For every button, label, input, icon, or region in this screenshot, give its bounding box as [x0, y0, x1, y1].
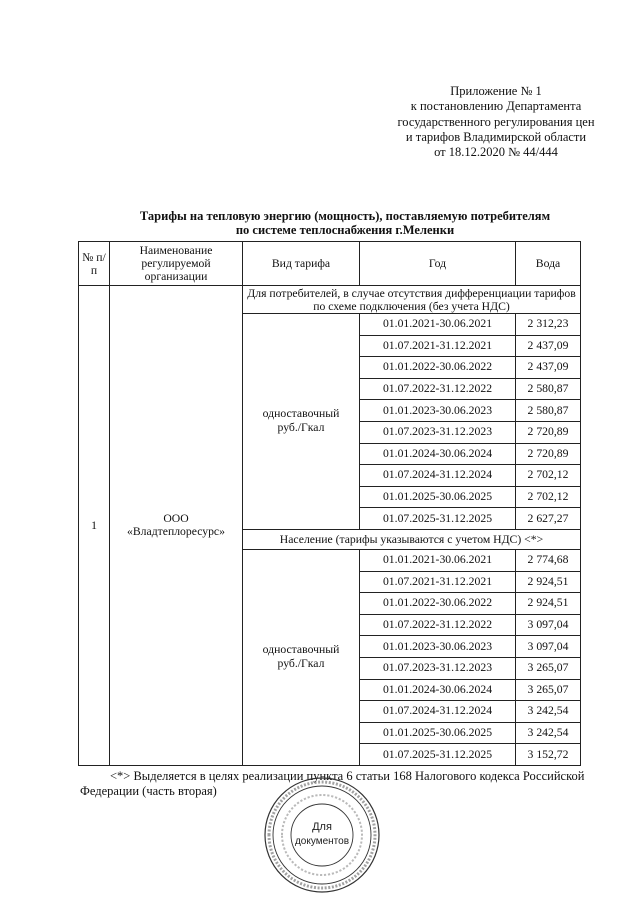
- period-cell: 01.01.2022-30.06.2022: [360, 357, 516, 379]
- appendix-header: [370, 84, 622, 160]
- value-cell: 2 720,89: [516, 443, 581, 465]
- period-cell: 01.07.2025-31.12.2025: [360, 508, 516, 530]
- value-cell: 2 924,51: [516, 571, 581, 593]
- value-cell: 3 152,72: [516, 744, 581, 766]
- stamp-center-line1: Для: [312, 821, 332, 833]
- value-cell: 3 097,04: [516, 636, 581, 658]
- table-header-row: [79, 242, 581, 286]
- row-number: 1: [79, 286, 110, 766]
- period-cell: 01.01.2024-30.06.2024: [360, 443, 516, 465]
- header-num: № п/п: [79, 242, 110, 286]
- value-cell: 3 097,04: [516, 614, 581, 636]
- tariff-type: [243, 549, 360, 765]
- value-cell: 2 702,12: [516, 465, 581, 487]
- tariff-type: [243, 314, 360, 530]
- footnote: <*> Выделяется в целях реализации пункта 6 статьи 168 Налогового кодекса Российской Федерации (часть вторая): [80, 769, 585, 798]
- value-cell: 2 720,89: [516, 421, 581, 443]
- value-cell: 2 580,87: [516, 378, 581, 400]
- appendix-line: государственного регулирования цен: [397, 114, 595, 129]
- period-cell: 01.01.2025-30.06.2025: [360, 722, 516, 744]
- value-cell: 2 437,09: [516, 357, 581, 379]
- period-cell: 01.01.2021-30.06.2021: [360, 314, 516, 336]
- tariff-type-line: одноставочный: [262, 643, 340, 657]
- value-cell: 2 312,23: [516, 314, 581, 336]
- period-cell: 01.07.2023-31.12.2023: [360, 421, 516, 443]
- tariff-type-unit: руб./Гкал: [277, 421, 325, 435]
- org-name-line: ООО: [163, 512, 189, 526]
- tariff-type-unit: руб./Гкал: [277, 657, 325, 671]
- appendix-line: и тарифов Владимирской области: [405, 129, 587, 144]
- tariff-table: [78, 241, 581, 766]
- header-org: Наименование регулируемой организации: [110, 242, 243, 286]
- period-cell: 01.07.2023-31.12.2023: [360, 657, 516, 679]
- value-cell: 2 924,51: [516, 593, 581, 615]
- tariff-type-line: одноставочный: [262, 407, 340, 421]
- value-cell: 2 627,27: [516, 508, 581, 530]
- document-title: [80, 209, 610, 237]
- period-cell: 01.01.2024-30.06.2024: [360, 679, 516, 701]
- title-line: по системе теплоснабжения г.Меленки: [235, 223, 455, 237]
- value-cell: 3 242,54: [516, 701, 581, 723]
- title-line: Тарифы на тепловую энергию (мощность), поставляемую потребителям: [139, 209, 551, 223]
- appendix-line: Приложение № 1: [450, 84, 542, 98]
- value-cell: 3 265,07: [516, 679, 581, 701]
- header-tariff-type: Вид тарифа: [243, 242, 360, 286]
- period-cell: 01.07.2024-31.12.2024: [360, 465, 516, 487]
- value-cell: 2 774,68: [516, 549, 581, 571]
- period-cell: 01.07.2022-31.12.2022: [360, 614, 516, 636]
- period-cell: 01.01.2021-30.06.2021: [360, 549, 516, 571]
- appendix-line: от 18.12.2020 № 44/444: [434, 145, 558, 160]
- value-cell: 2 580,87: [516, 400, 581, 422]
- period-cell: 01.07.2024-31.12.2024: [360, 701, 516, 723]
- period-cell: 01.01.2023-30.06.2023: [360, 400, 516, 422]
- period-cell: 01.01.2023-30.06.2023: [360, 636, 516, 658]
- table-section-row: [79, 286, 581, 314]
- period-cell: 01.07.2021-31.12.2021: [360, 571, 516, 593]
- stamp-center-line2: документов: [294, 836, 350, 847]
- header-year: Год: [360, 242, 516, 286]
- value-cell: 2 702,12: [516, 486, 581, 508]
- value-cell: 3 242,54: [516, 722, 581, 744]
- period-cell: 01.07.2021-31.12.2021: [360, 335, 516, 357]
- stamp-seal: [262, 775, 382, 895]
- period-cell: 01.01.2025-30.06.2025: [360, 486, 516, 508]
- section-title: Население (тарифы указываются с учетом НДС) <*>: [243, 529, 581, 549]
- period-cell: 01.01.2022-30.06.2022: [360, 593, 516, 615]
- value-cell: 3 265,07: [516, 657, 581, 679]
- org-name: [110, 286, 243, 766]
- value-cell: 2 437,09: [516, 335, 581, 357]
- period-cell: 01.07.2025-31.12.2025: [360, 744, 516, 766]
- header-water: Вода: [516, 242, 581, 286]
- org-name-line: «Владтеплоресурс»: [127, 525, 225, 539]
- section-title: Для потребителей, в случае отсутствия дифференциации тарифов по схеме подключения (без учета НДС): [243, 286, 581, 314]
- appendix-line: к постановлению Департамента: [410, 99, 582, 114]
- period-cell: 01.07.2022-31.12.2022: [360, 378, 516, 400]
